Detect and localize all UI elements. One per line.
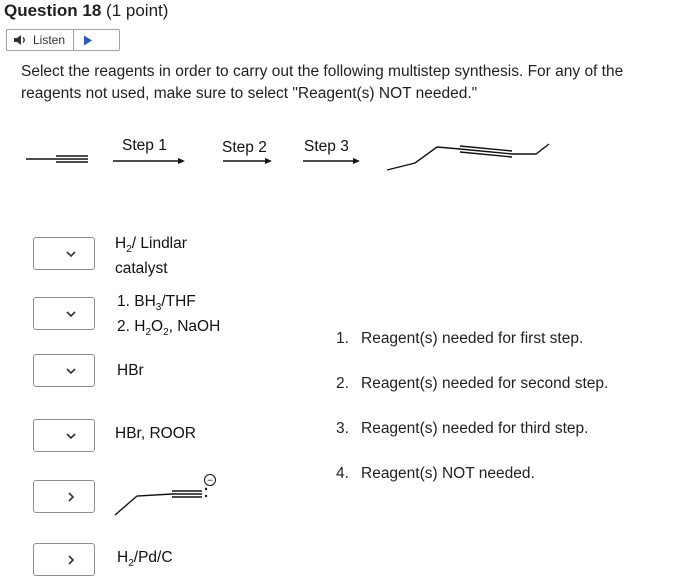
chevron-down-icon	[65, 430, 77, 442]
step2-arrow	[223, 158, 272, 164]
step3-label: Step 3	[304, 138, 349, 155]
reagent-select-3[interactable]	[33, 354, 95, 387]
legend-item-2: 2. Reagent(s) needed for second step.	[336, 375, 609, 392]
option-acetylide	[110, 470, 220, 522]
reagent-select-1[interactable]	[33, 237, 95, 270]
svg-text:−: −	[207, 475, 213, 487]
legend-item-4: 4. Reagent(s) NOT needed.	[336, 465, 535, 482]
option-pd: $H_2/Pd/C$	[117, 549, 173, 570]
option-lindlar: $H_2/$ Lindlar catalyst	[115, 235, 187, 278]
chevron-down-icon	[65, 491, 77, 503]
question-prompt: Select the reagents in order to carry out the following multistep synthesis. For any of the reagents not used, make sure to select "Reagent(s) NOT needed."	[21, 63, 624, 102]
reaction-scheme	[0, 128, 677, 188]
starting-alkyne	[26, 156, 88, 162]
question-title	[4, 1, 168, 21]
reagent-select-5[interactable]	[33, 480, 95, 513]
reagent-select-4[interactable]	[33, 419, 95, 452]
option-hbr-roor: HBr, ROOR	[115, 425, 196, 442]
chevron-down-icon	[65, 308, 77, 320]
chevron-down-icon	[65, 365, 77, 377]
step2-label: Step 2	[222, 139, 267, 156]
reagent-select-6[interactable]	[33, 543, 95, 576]
chevron-down-icon	[65, 248, 77, 260]
play-icon[interactable]	[83, 35, 93, 46]
option-hbr: HBr	[117, 362, 144, 379]
option-hydroboration: 1. $BH_3$/THF 2. $H_2O_2$, NaOH	[117, 293, 221, 339]
reagent-select-2[interactable]	[33, 297, 95, 330]
legend-item-3: 3. Reagent(s) needed for third step.	[336, 420, 589, 437]
listen-divider	[73, 30, 74, 50]
product-alkyne	[387, 144, 549, 170]
listen-label: Listen	[33, 33, 66, 47]
chevron-down-icon	[65, 554, 77, 566]
step3-arrow	[303, 158, 360, 164]
speaker-icon	[13, 33, 31, 47]
question-number: Question 18	[4, 1, 102, 20]
question-points: (1 point)	[106, 1, 169, 20]
listen-button[interactable]	[6, 29, 120, 51]
step1-arrow	[113, 158, 185, 164]
step1-label: Step 1	[122, 137, 167, 154]
legend-item-1: 1. Reagent(s) needed for first step.	[336, 330, 584, 347]
